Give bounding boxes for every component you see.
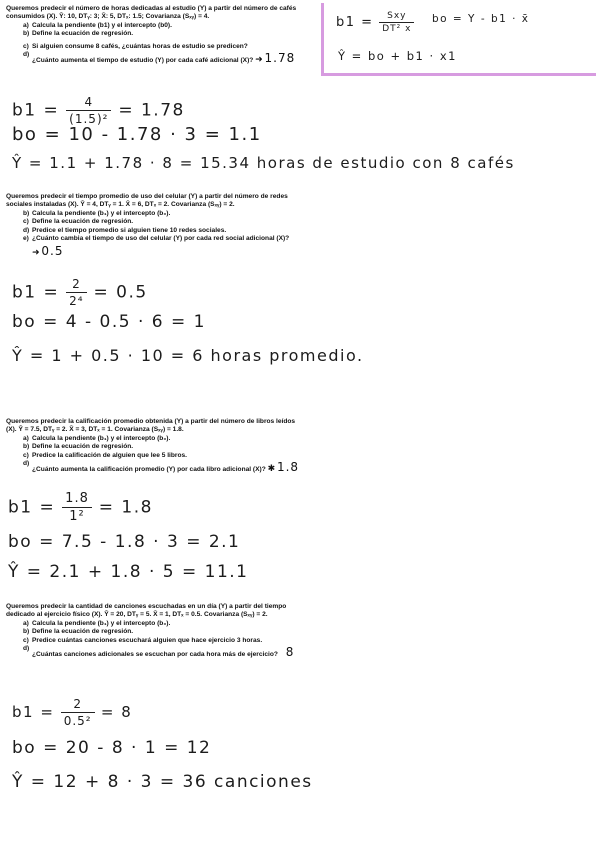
arrow-icon: ✱ — [267, 463, 276, 474]
problem-4-b1-fraction: $\frac{2}{\text{0.5²}}$ — [61, 697, 95, 728]
list-item: d) ¿Cuántas canciones adicionales se escuchan por cada hora más de ejercicio? 8 — [23, 645, 295, 660]
problem-2-statement: Queremos predecir el tiempo promedio de uso del celular (Y) a partir del número de redes sociales instaladas (X). Ȳ = 4, DTᵧ = 1. X̄ = 6, DTₓ = 2. Covarianza (Sₓᵧ) = 2. — [6, 193, 288, 209]
list-item: c) Predice cuántas canciones escuchará alguien que hace ejercicio 3 horas. — [23, 636, 263, 644]
arrow-icon: ➜ — [255, 54, 263, 65]
problem-4-b0: bo = 20 - 8 · 1 = 12 — [12, 738, 212, 758]
formula-box — [321, 3, 596, 76]
problem-1-inline-answer: 1.78 — [264, 51, 296, 66]
list-item: c) Si alguien consume 8 cafés, ¿cuántas horas de estudio se predicen? — [23, 42, 248, 50]
list-item: e) ¿Cuánto cambia el tiempo de uso del celular (Y) por cada red social adicional (X)? ➜ 0.5 — [23, 235, 290, 258]
problem-2-b1: b1 = $\frac{2}{\text{2⁴}}$ = 0.5 — [12, 277, 148, 308]
problem-3-yhat: Ŷ = 2.1 + 1.8 · 5 = 11.1 — [8, 562, 249, 582]
problem-3-statement-block — [6, 418, 306, 476]
list-item: d) ¿Cuánto aumenta el tiempo de estudio (Y) por cada café adicional (X)? ➜ 1.78 — [23, 51, 296, 66]
list-item: b) Define la ecuación de regresión. — [23, 30, 134, 38]
problem-4-inline-answer: 8 — [285, 645, 295, 660]
problem-2-b1-fraction: $\frac{2}{\text{2⁴}}$ — [66, 277, 86, 308]
problem-3-b0: bo = 7.5 - 1.8 · 3 = 2.1 — [8, 532, 241, 552]
problem-2-items — [6, 210, 294, 259]
list-item: b) Calcula la pendiente (b₁) y el intercepto (b₀). — [23, 209, 171, 217]
arrow-icon: ➜ — [32, 246, 40, 257]
problem-3-inline-answer: 1.8 — [276, 460, 300, 475]
problem-3-b1-fraction: $\frac{1.8}{\text{1²}}$ — [62, 491, 92, 524]
problem-1-items — [6, 22, 316, 67]
formula-b0: bo = Y - b1 · x̄ — [432, 13, 530, 25]
problem-2-yhat: Ŷ = 1 + 0.5 · 10 = 6 horas promedio. — [12, 346, 364, 365]
problem-4-items — [6, 620, 306, 661]
problem-2-inline-answer: 0.5 — [41, 243, 64, 258]
list-item: b) Define la ecuación de regresión. — [23, 628, 134, 636]
formula-b1-fraction — [379, 11, 414, 34]
problem-4-statement-block — [6, 603, 306, 661]
list-item: d) Predice el tiempo promedio si alguien tiene 10 redes sociales. — [23, 226, 227, 234]
problem-4-statement: Queremos predecir la cantidad de canciones escuchadas en un día (Y) a partir del tiempo dedicado al ejercicio físico (X). Ȳ = 20, DTᵧ = 5. X̄ = 1, DTₓ = 0.5. Covarianza (Sₓᵧ) = 2. — [6, 603, 287, 619]
problem-4-b1: b1 = $\frac{2}{\text{0.5²}}$ = 8 — [12, 697, 133, 728]
problem-1-b0: bo = 10 - 1.78 · 3 = 1.1 — [12, 124, 262, 145]
problem-2-b0: bo = 4 - 0.5 · 6 = 1 — [12, 312, 206, 332]
problem-1-b1-fraction: $\frac{4}{\text{(1.5)²}}$ — [66, 95, 111, 126]
formula-b1 — [336, 11, 414, 34]
formula-b1-num: Sxy — [379, 11, 414, 23]
problem-3-statement: Queremos predecir la calificación promedio obtenida (Y) a partir del número de libros leídos (X). Ȳ = 7.5, DTᵧ = 2. X̄ = 3, DTₓ = 1. Covarianza (Sₓᵧ) = 1.8. — [6, 418, 296, 434]
problem-2-statement-block — [6, 193, 294, 259]
formula-yhat: Ŷ = bo + b1 · x1 — [338, 49, 457, 63]
list-item: a) Calcula la pendiente (b₁) y el intercepto (b₀). — [23, 619, 171, 627]
problem-4-yhat: Ŷ = 12 + 8 · 3 = 36 canciones — [12, 772, 313, 792]
list-item: a) Calcula la pendiente (b₁) y el intercepto (b₀). — [23, 434, 171, 442]
problem-1-statement: Queremos predecir el número de horas dedicadas al estudio (Y) a partir del número de cafés consumidos (X). Ȳ: 10, DTᵧ: 3; X̄: 5, DTₓ: 1.5; Covarianza (Sₓᵧ) = 4. — [6, 5, 297, 21]
problem-3-b1: b1 = $\frac{1.8}{\text{1²}}$ = 1.8 — [8, 491, 153, 524]
list-item: c) Define la ecuación de regresión. — [23, 218, 134, 226]
problem-1-b1: b1 = $\frac{4}{\text{(1.5)²}}$ = 1.78 — [12, 95, 185, 126]
list-item: b) Define la ecuación de regresión. — [23, 443, 134, 451]
formula-b1-den: DT² x — [382, 24, 412, 34]
problem-1-yhat: Ŷ = 1.1 + 1.78 · 8 = 15.34 horas de estudio con 8 cafés — [12, 154, 515, 172]
list-item: d) ¿Cuánto aumenta la calificación promedio (Y) por cada libro adicional (X)? ✱ 1.8 — [23, 460, 300, 475]
formula-b1-lhs: b1 = — [336, 15, 374, 30]
list-item: a) Calcula la pendiente (b1) y el intercepto (b0). — [23, 21, 172, 29]
problem-1-statement-block — [6, 5, 316, 67]
problem-3-items — [6, 435, 306, 476]
list-item: c) Predice la calificación de alguien que lee 5 libros. — [23, 451, 188, 459]
